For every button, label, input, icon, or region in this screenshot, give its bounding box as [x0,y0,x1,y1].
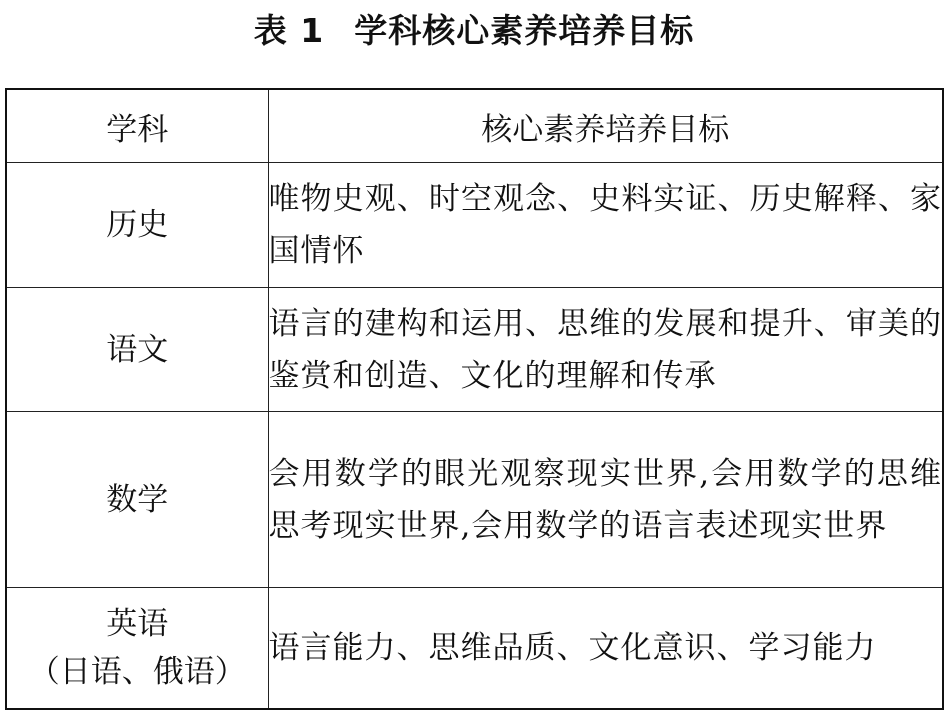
subject-cell [6,412,268,588]
subject-name: 语文 [106,331,169,368]
header-goal: 核心素养培养目标 [268,89,943,163]
goal-cell: 语言能力、思维品质、文化意识、学习能力 [268,588,943,709]
table-number: 表 1 [253,11,325,50]
subject-name: 历史 [106,207,169,243]
table-row [6,163,943,288]
header-subject: 学科 [6,89,268,163]
table-row [6,288,943,412]
goal-cell: 会用数学的眼光观察现实世界,会用数学的思维思考现实世界,会用数学的语言表述现实世界 [268,412,943,588]
subject-cell [6,163,268,288]
core-competency-table [5,88,944,710]
table-header-row [6,89,943,163]
goal-cell: 语言的建构和运用、思维的发展和提升、审美的鉴赏和创造、文化的理解和传承 [268,288,943,412]
subject-name: 英语 [106,605,169,642]
subject-cell [6,288,268,412]
table-row [6,588,943,709]
subject-name: 数学 [106,481,169,518]
table-row [6,412,943,588]
table-caption [0,6,948,56]
goal-cell: 唯物史观、时空观念、史料实证、历史解释、家国情怀 [268,163,943,288]
table-title: 学科核心素养培养目标 [354,11,695,50]
subject-note: （日语、俄语） [28,653,246,690]
subject-cell [6,588,268,709]
